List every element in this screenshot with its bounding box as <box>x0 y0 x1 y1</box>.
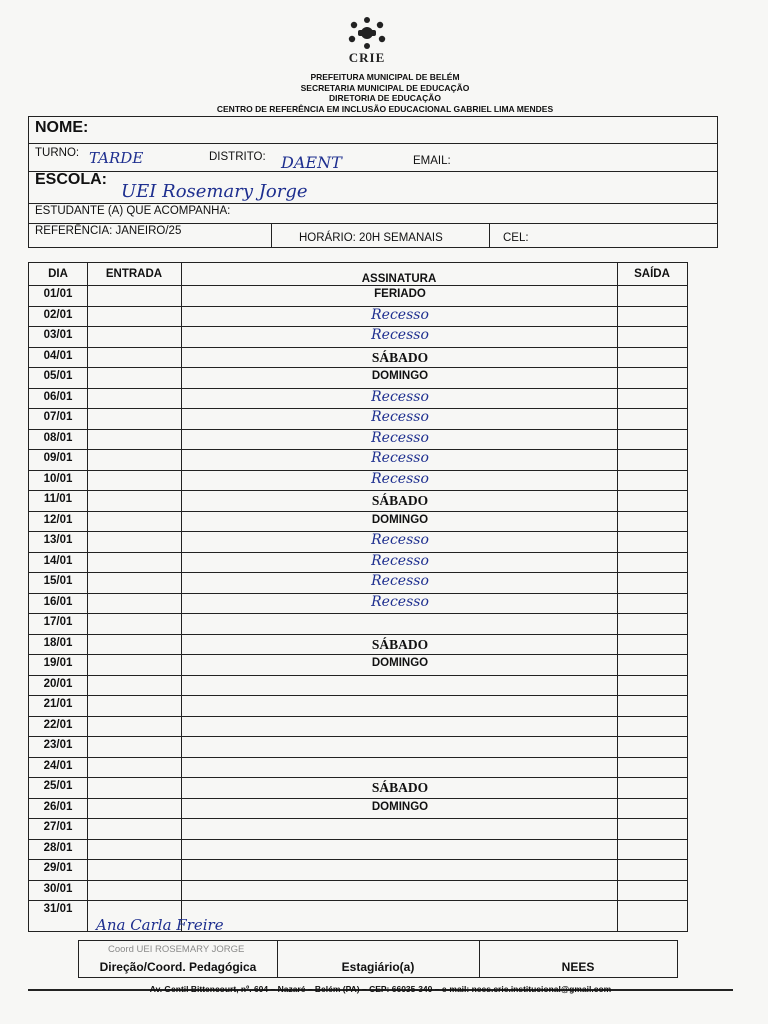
divider <box>87 263 88 931</box>
direcao-caption: Direção/Coord. Pedagógica <box>99 960 257 974</box>
entrada-cell[interactable] <box>89 737 179 755</box>
turno-label: TURNO: <box>35 147 80 159</box>
signature-footer <box>78 940 678 978</box>
saida-cell[interactable] <box>619 819 685 837</box>
col-header-entrada: ENTRADA <box>105 268 163 280</box>
assinatura-cell[interactable]: DOMINGO <box>371 657 429 669</box>
entrada-cell[interactable] <box>89 491 179 509</box>
assinatura-cell[interactable]: Recesso <box>371 409 429 425</box>
entrada-cell[interactable] <box>89 307 179 325</box>
assinatura-cell[interactable]: DOMINGO <box>371 370 429 382</box>
day-cell: 21/01 <box>43 698 73 710</box>
day-cell: 24/01 <box>43 759 73 772</box>
day-cell: 11/01 <box>43 493 73 505</box>
entrada-cell[interactable] <box>89 758 179 776</box>
day-cell: 12/01 <box>43 513 73 526</box>
day-cell: 07/01 <box>43 411 73 423</box>
entrada-cell[interactable] <box>89 614 179 632</box>
escola-label: ESCOLA: <box>35 171 107 188</box>
day-cell: 13/01 <box>43 534 73 546</box>
day-cell: 19/01 <box>43 657 73 669</box>
entrada-cell[interactable] <box>89 655 179 673</box>
entrada-cell[interactable] <box>89 286 179 304</box>
entrada-cell[interactable] <box>89 368 179 386</box>
saida-cell[interactable] <box>619 286 685 304</box>
day-cell: 18/01 <box>43 636 73 649</box>
day-cell: 10/01 <box>43 472 73 485</box>
entrada-cell[interactable] <box>89 696 179 714</box>
assinatura-cell[interactable]: Recesso <box>371 593 429 610</box>
assinatura-cell[interactable]: FERIADO <box>374 288 426 300</box>
footer-address: Av. Gentil Bittencourt, nº. 604 – Nazaré – Belém (PA) – CEP: 66035-340 – e-mail: nees.crie.institucional@gmail.com <box>149 984 612 994</box>
entrada-cell[interactable] <box>89 430 179 448</box>
entrada-cell[interactable] <box>89 409 179 427</box>
assinatura-cell[interactable]: Recesso <box>371 532 429 548</box>
divider <box>29 143 717 144</box>
day-cell: 30/01 <box>43 882 73 895</box>
entrada-cell[interactable] <box>89 512 179 530</box>
assinatura-cell[interactable]: Recesso <box>371 388 429 405</box>
day-cell: 23/01 <box>43 739 73 751</box>
entrada-cell[interactable] <box>89 860 179 878</box>
day-cell: 26/01 <box>43 800 73 813</box>
saida-cell[interactable] <box>619 512 685 530</box>
saida-cell[interactable] <box>619 573 685 591</box>
nome-label: NOME: <box>35 119 89 136</box>
org-header <box>180 72 590 114</box>
saida-cell[interactable] <box>619 307 685 325</box>
day-cell: 03/01 <box>43 329 73 341</box>
entrada-cell[interactable] <box>89 799 179 817</box>
col-header-dia: DIA <box>48 268 68 280</box>
assinatura-cell[interactable]: Recesso <box>371 573 429 589</box>
saida-cell[interactable] <box>619 327 685 345</box>
assinatura-cell[interactable]: Recesso <box>371 450 429 466</box>
day-cell: 29/01 <box>43 862 73 874</box>
saida-cell[interactable] <box>619 553 685 571</box>
saida-cell[interactable] <box>619 758 685 776</box>
day-cell: 05/01 <box>43 370 73 382</box>
day-cell: 25/01 <box>43 780 73 792</box>
saida-cell[interactable] <box>619 799 685 817</box>
assinatura-cell[interactable]: SÁBADO <box>371 636 429 652</box>
day-cell: 15/01 <box>43 575 73 587</box>
saida-cell[interactable] <box>619 532 685 550</box>
assinatura-cell[interactable]: Recesso <box>371 470 429 487</box>
org-line-secretaria: SECRETARIA MUNICIPAL DE EDUCAÇÃO <box>300 82 470 93</box>
day-cell: 04/01 <box>43 349 73 362</box>
saida-cell[interactable] <box>619 676 685 694</box>
estagiario-caption: Estagiário(a) <box>341 960 415 974</box>
entrada-cell[interactable] <box>89 819 179 837</box>
estudante-label: ESTUDANTE (A) QUE ACOMPANHA: <box>35 205 231 217</box>
entrada-cell[interactable] <box>89 881 179 899</box>
day-cell: 01/01 <box>43 288 73 300</box>
day-cell: 20/01 <box>43 677 73 690</box>
saida-cell[interactable] <box>619 881 685 899</box>
entrada-cell[interactable] <box>89 389 179 407</box>
saida-cell[interactable] <box>619 450 685 468</box>
attendance-table <box>28 262 688 932</box>
assinatura-cell[interactable]: Recesso <box>371 306 429 323</box>
saida-cell[interactable] <box>619 409 685 427</box>
divider <box>617 263 618 931</box>
saida-cell[interactable] <box>619 430 685 448</box>
day-cell: 06/01 <box>43 390 73 403</box>
assinatura-cell[interactable]: SÁBADO <box>371 780 429 795</box>
day-cell: 14/01 <box>43 554 73 567</box>
saida-cell[interactable] <box>619 696 685 714</box>
entrada-cell[interactable] <box>89 532 179 550</box>
coord-signature: Ana Carla Freire <box>96 916 224 934</box>
org-line-prefeitura: PREFEITURA MUNICIPAL DE BELÉM <box>310 72 460 82</box>
day-cell: 09/01 <box>43 452 73 464</box>
org-line-centro: CENTRO DE REFERÊNCIA EM INCLUSÃO EDUCACIONAL GABRIEL LIMA MENDES <box>216 103 554 114</box>
saida-cell[interactable] <box>619 840 685 858</box>
nees-caption: NEES <box>561 960 595 974</box>
saida-cell[interactable] <box>619 778 685 796</box>
day-cell: 08/01 <box>43 431 73 444</box>
divider <box>29 203 717 204</box>
saida-cell[interactable] <box>619 491 685 509</box>
day-cell: 31/01 <box>43 903 73 915</box>
saida-cell[interactable] <box>619 737 685 755</box>
entrada-cell[interactable] <box>89 635 179 653</box>
assinatura-cell[interactable]: Recesso <box>371 552 429 569</box>
cel-label: CEL: <box>503 232 529 244</box>
turno-value[interactable]: TARDE <box>89 149 144 167</box>
day-cell: 27/01 <box>43 821 73 833</box>
entrada-cell[interactable] <box>89 717 179 735</box>
col-header-assinatura: ASSINATURA <box>361 273 437 285</box>
saida-cell[interactable] <box>619 348 685 366</box>
col-header-saida: SAÍDA <box>634 268 670 280</box>
day-cell: 17/01 <box>43 616 73 628</box>
saida-cell[interactable] <box>619 860 685 878</box>
entrada-cell[interactable] <box>89 676 179 694</box>
saida-cell[interactable] <box>619 655 685 673</box>
entrada-cell[interactable] <box>89 778 179 796</box>
divider <box>29 223 717 224</box>
distrito-label: DISTRITO: <box>209 151 266 163</box>
saida-cell[interactable] <box>619 717 685 735</box>
assinatura-cell[interactable]: DOMINGO <box>371 800 429 813</box>
crie-wordmark: CRIE <box>348 50 386 65</box>
entrada-cell[interactable] <box>89 471 179 489</box>
saida-cell[interactable] <box>619 594 685 612</box>
saida-cell[interactable] <box>619 368 685 386</box>
stamp-text: Coord UEI ROSEMARY JORGE <box>108 944 245 955</box>
entrada-cell[interactable] <box>89 594 179 612</box>
day-cell: 02/01 <box>43 308 73 321</box>
escola-value[interactable]: UEI Rosemary Jorge <box>121 181 308 202</box>
divider <box>181 263 182 931</box>
saida-cell[interactable] <box>619 614 685 632</box>
day-cell: 16/01 <box>43 595 73 608</box>
org-line-diretoria: DIRETORIA DE EDUCAÇÃO <box>329 93 441 103</box>
saida-cell[interactable] <box>619 635 685 653</box>
distrito-value[interactable]: DAENT <box>281 153 342 172</box>
day-cell: 28/01 <box>43 841 73 854</box>
horario-label: HORÁRIO: 20H SEMANAIS <box>299 232 443 244</box>
divider <box>489 223 490 247</box>
email-label: EMAIL: <box>413 155 451 167</box>
entrada-cell[interactable] <box>89 840 179 858</box>
assinatura-cell[interactable]: Recesso <box>371 429 429 446</box>
entrada-cell[interactable] <box>89 450 179 468</box>
entrada-cell[interactable] <box>89 348 179 366</box>
crie-logo <box>312 16 422 68</box>
saida-cell[interactable] <box>619 901 685 919</box>
entrada-cell[interactable] <box>89 573 179 591</box>
crie-emblem-icon <box>342 16 392 50</box>
saida-cell[interactable] <box>619 389 685 407</box>
day-cell: 22/01 <box>43 718 73 731</box>
divider <box>29 171 717 172</box>
assinatura-cell[interactable]: SÁBADO <box>371 493 429 508</box>
assinatura-cell[interactable]: SÁBADO <box>371 349 429 365</box>
assinatura-cell[interactable]: Recesso <box>371 327 429 343</box>
divider <box>271 223 272 247</box>
saida-cell[interactable] <box>619 471 685 489</box>
entrada-cell[interactable] <box>89 327 179 345</box>
assinatura-cell[interactable]: DOMINGO <box>371 513 429 526</box>
referencia-label: REFERÊNCIA: JANEIRO/25 <box>35 225 182 237</box>
entrada-cell[interactable] <box>89 553 179 571</box>
student-info-box <box>28 116 718 248</box>
